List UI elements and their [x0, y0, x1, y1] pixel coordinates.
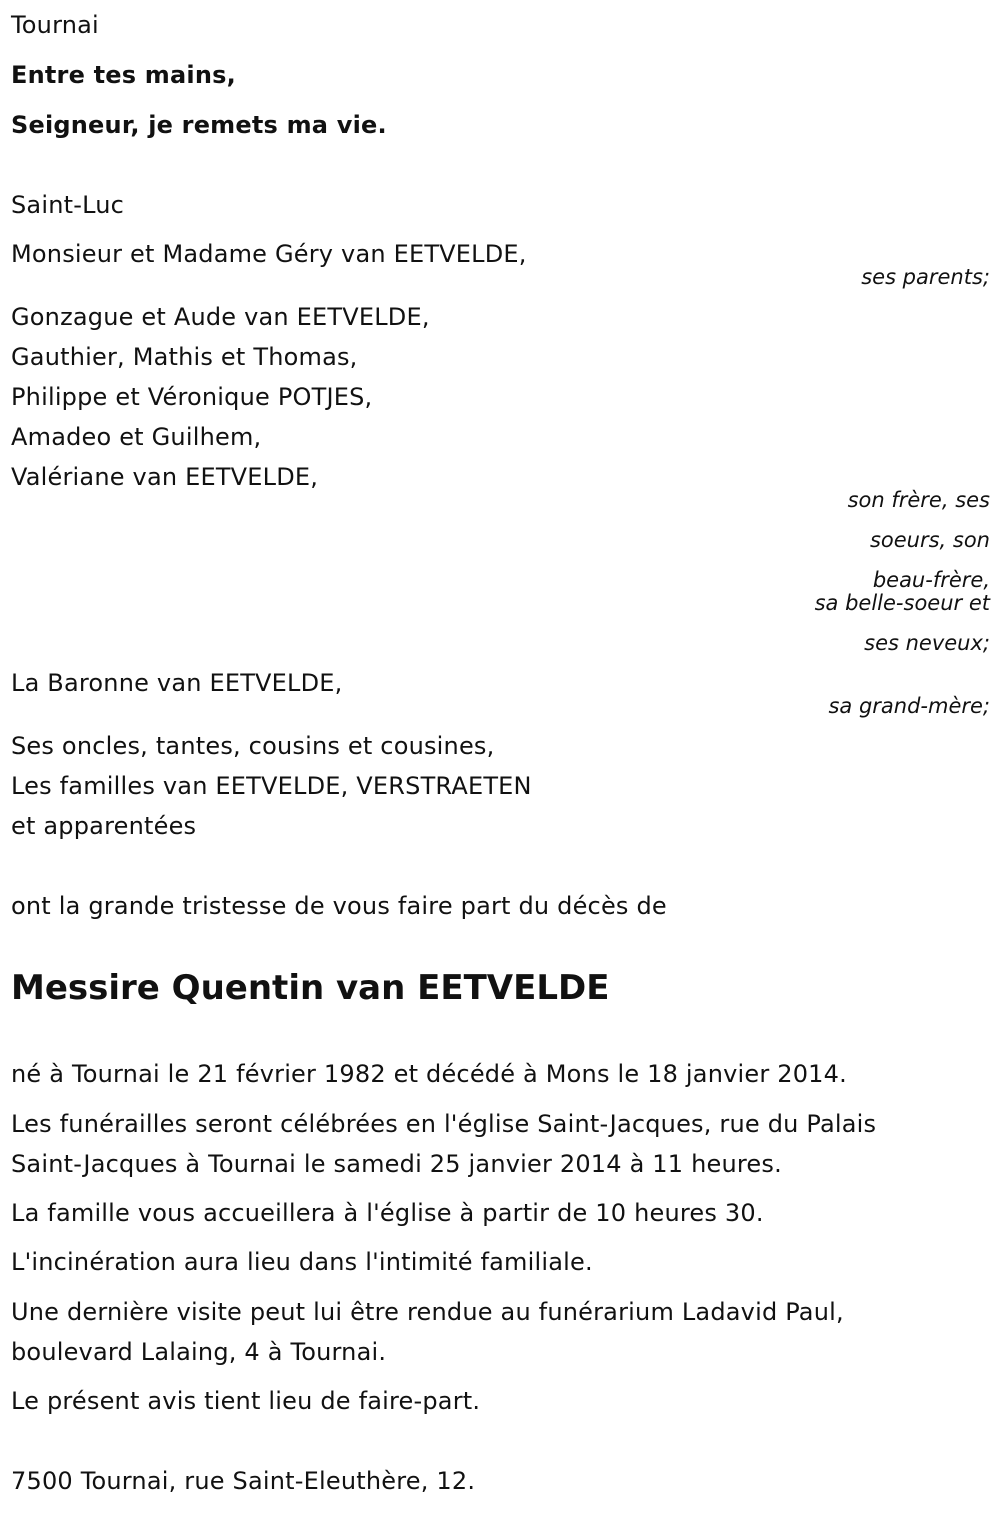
deceased-name: Messire Quentin van EETVELDE: [11, 968, 610, 1008]
announcement-text: ont la grande tristesse de vous faire part du décès de: [11, 892, 667, 920]
sibling-line: Gauthier, Mathis et Thomas,: [11, 343, 358, 371]
visit-line-2: boulevard Lalaing, 4 à Tournai.: [11, 1338, 387, 1366]
verse-line-2: Seigneur, je remets ma vie.: [11, 111, 387, 139]
funeral-line-1: Les funérailles seront célébrées en l'église Saint-Jacques, rue du Palais: [11, 1110, 877, 1138]
address-text: 7500 Tournai, rue Saint-Eleuthère, 12.: [11, 1467, 476, 1495]
sibling-line: Gonzague et Aude van EETVELDE,: [11, 303, 430, 331]
funeral-line-2: Saint-Jacques à Tournai le samedi 25 janvier 2014 à 11 heures.: [11, 1150, 782, 1178]
relatives-line: et apparentées: [11, 812, 197, 840]
siblings-role-line: son frère, ses: [847, 488, 990, 512]
siblings-role-line: soeurs, son: [869, 528, 990, 552]
cremation-text: L'incinération aura lieu dans l'intimité familiale.: [11, 1248, 593, 1276]
sibling-line: Amadeo et Guilhem,: [11, 423, 262, 451]
origin-label: Saint-Luc: [11, 191, 125, 219]
siblings-role-line: sa belle-soeur et: [814, 591, 990, 615]
parents-line: Monsieur et Madame Géry van EETVELDE,: [11, 240, 527, 268]
siblings-role-line: ses neveux;: [864, 631, 990, 655]
welcome-text: La famille vous accueillera à l'église à partir de 10 heures 30.: [11, 1199, 764, 1227]
sibling-line: Philippe et Véronique POTJES,: [11, 383, 373, 411]
notice-text: Le présent avis tient lieu de faire-part.: [11, 1387, 481, 1415]
birth-death-text: né à Tournai le 21 février 1982 et décédé à Mons le 18 janvier 2014.: [11, 1060, 847, 1088]
verse-line-1: Entre tes mains,: [11, 61, 236, 89]
parents-role: ses parents;: [861, 265, 990, 289]
relatives-line: Les familles van EETVELDE, VERSTRAETEN: [11, 772, 532, 800]
sibling-line: Valériane van EETVELDE,: [11, 463, 319, 491]
relatives-line: Ses oncles, tantes, cousins et cousines,: [11, 732, 495, 760]
visit-line-1: Une dernière visite peut lui être rendue au funérarium Ladavid Paul,: [11, 1298, 844, 1326]
siblings-role-line: beau-frère,: [872, 568, 990, 592]
city-label: Tournai: [11, 11, 99, 39]
grandmother-role: sa grand-mère;: [828, 694, 990, 718]
grandmother-line: La Baronne van EETVELDE,: [11, 669, 343, 697]
